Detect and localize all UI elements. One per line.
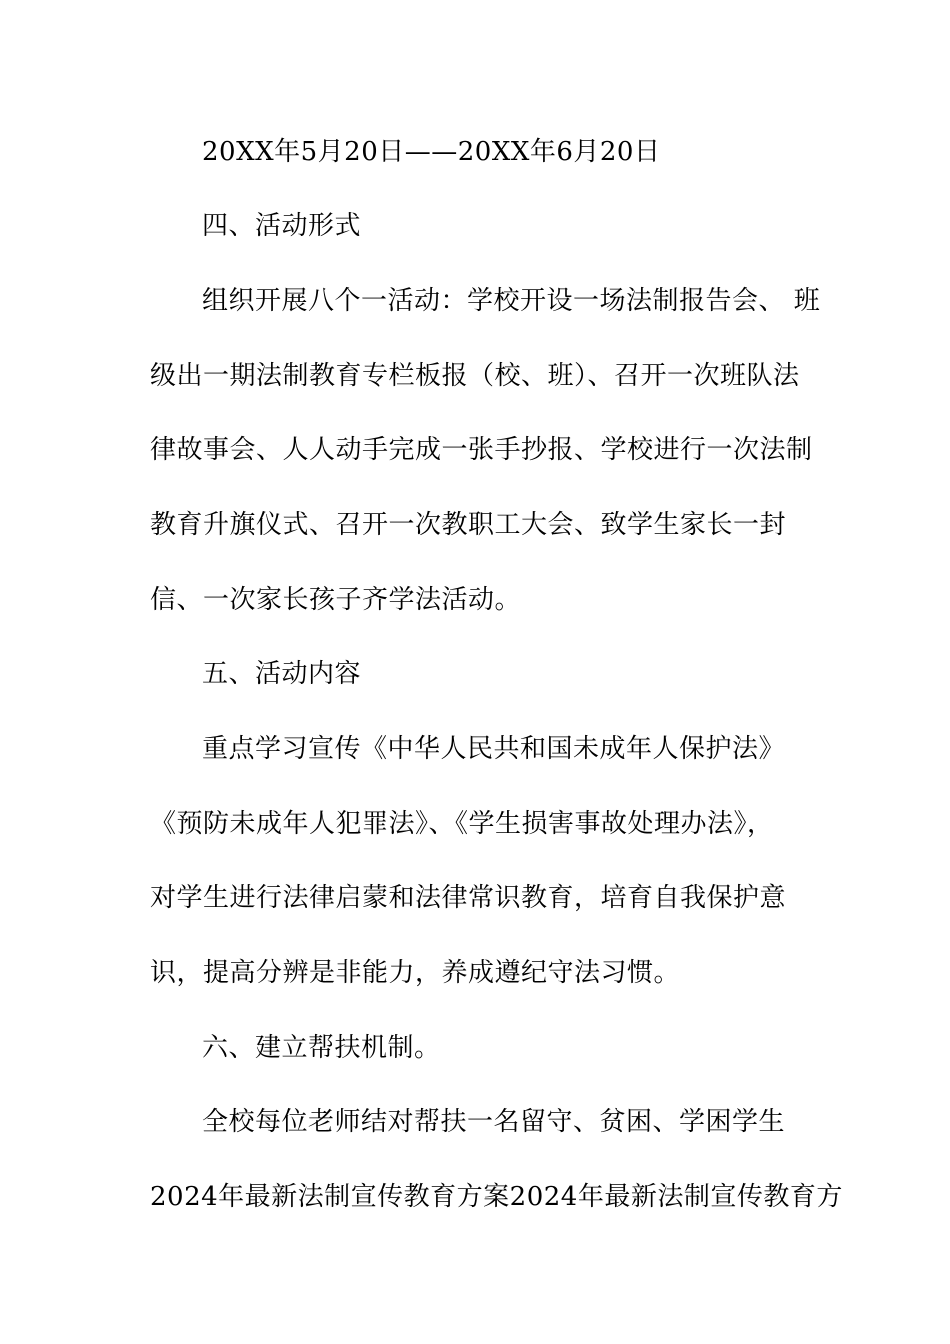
section-heading-6: 六、建立帮扶机制。	[202, 1033, 441, 1063]
paragraph-line: 全校每位老师结对帮扶一名留守、贫困、学困学生	[202, 1107, 786, 1137]
section-heading-4: 四、活动形式	[202, 211, 362, 241]
paragraph-line: 信、一次家长孩子齐学法活动。	[150, 585, 522, 615]
paragraph-line: 组织开展八个一活动：学校开设一场法制报告会、 班	[202, 286, 821, 316]
section-heading-5: 五、活动内容	[202, 659, 362, 689]
date-range-line: 20XX年5月20日——20XX年6月20日	[202, 137, 661, 167]
paragraph-line: 识，提高分辨是非能力，养成遵纪守法习惯。	[150, 958, 681, 988]
paragraph-line: 律故事会、人人动手完成一张手抄报、学校进行一次法制	[150, 435, 813, 465]
paragraph-line: 重点学习宣传《中华人民共和国未成年人保护法》	[202, 734, 786, 764]
paragraph-line: 级出一期法制教育专栏板报（校、班）、召开一次班队法	[150, 361, 800, 391]
paragraph-line: 对学生进行法律启蒙和法律常识教育，培育自我保护意	[150, 883, 787, 913]
paragraph-line: 《预防未成年人犯罪法》、《学生损害事故处理办法》，	[150, 809, 774, 839]
paragraph-line: 教育升旗仪式、召开一次教职工大会、致学生家长一封	[150, 510, 787, 540]
paragraph-line: 2024年最新法制宣传教育方案2024年最新法制宣传教育方	[150, 1182, 843, 1212]
